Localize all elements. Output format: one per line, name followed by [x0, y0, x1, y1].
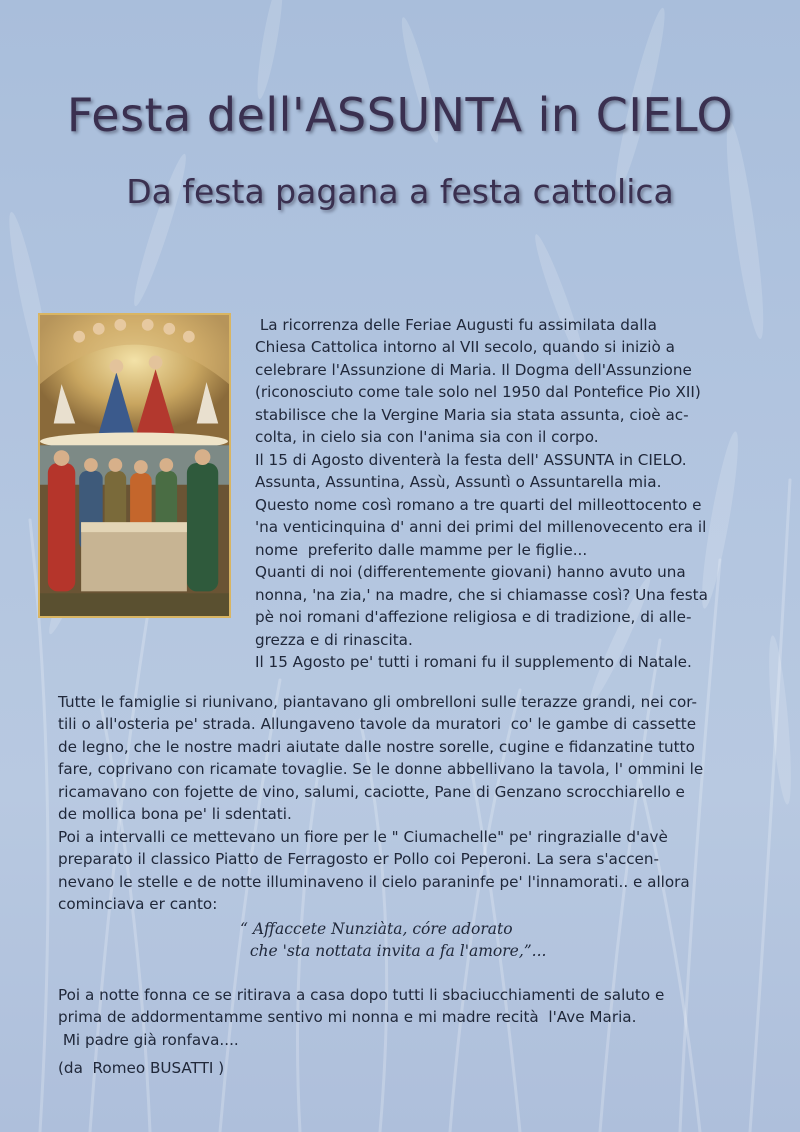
page-title: Festa dell'ASSUNTA in CIELO [66, 88, 734, 142]
assumption-painting-image [38, 313, 231, 618]
text-line: Assunta, Assuntina, Assù, Assuntì o Assuntarella mia. [255, 473, 662, 491]
quote-line: che 'sta nottata invita a fa l'amore,”... [240, 942, 547, 960]
text-line: nevano le stelle e de notte illuminaveno il cielo paraninfe pe' l'innamorati.. e allora [58, 872, 690, 891]
text-line: Mi padre già ronfava.... [58, 1030, 239, 1049]
text-line: La ricorrenza delle Feriae Augusti fu assimilata dalla [255, 315, 657, 334]
text-line: stabilisce che la Vergine Maria sia stata assunta, cioè ac- [255, 405, 689, 424]
text-line: pè noi romani d'affezione religiosa e di tradizione, di alle- [255, 608, 692, 626]
text-line: Tutte le famiglie si riunivano, piantavano gli ombrelloni sulle terazze grandi, nei cor- [58, 692, 697, 711]
text-line: de mollica bona pe' li sdentati. [58, 805, 292, 823]
text-line: Questo nome così romano a tre quarti del milleottocento e [255, 495, 702, 514]
text-line: Il 15 Agosto pe' tutti i romani fu il supplemento di Natale. [255, 653, 692, 671]
text-line: Chiesa Cattolica intorno al VII secolo, quando si iniziò a [255, 338, 675, 356]
intro-paragraph [255, 291, 708, 719]
text-line: tili o all'osteria pe' strada. Allungaveno tavole da muratori co' le gambe di cassette [58, 715, 697, 733]
text-line: de legno, che le nostre madri aiutate dalle nostre sorelle, cugine e fidanzatine tutto [58, 737, 695, 756]
text-line: Il 15 di Agosto diventerà la festa dell' ASSUNTA in CIELO. [255, 450, 687, 469]
text-line: fare, coprivano con ricamate tovaglie. Se le donne abbellivano la tavola, l' ommini le [58, 760, 704, 778]
text-line: 'na venticinquina d' anni dei primi del millenovecento era il [255, 518, 707, 536]
author-credit: (da Romeo BUSATTI ) [58, 1059, 225, 1077]
text-line: Quanti di noi (differentemente giovani) hanno avuto una [255, 563, 686, 581]
text-line: prima de addormentamme sentivo mi nonna e mi madre recità l'Ave Maria. [58, 1008, 637, 1026]
text-line: grezza e di rinascita. [255, 630, 413, 649]
page-subtitle: Da festa pagana a festa cattolica [126, 172, 674, 211]
text-line: ricamavano con fojette de vino, salumi, caciotte, Pane di Genzano scrocchiarello e [58, 782, 685, 801]
text-line: nonna, 'na zia,' na madre, che si chiamasse così? Una festa [255, 585, 708, 604]
text-line: celebrare l'Assunzione di Maria. Il Dogma dell'Assunzione [255, 360, 692, 379]
text-line: colta, in cielo sia con l'anima sia con il corpo. [255, 428, 599, 446]
text-line: preparato il classico Piatto de Ferragosto er Pollo coi Peperoni. La sera s'accen- [58, 850, 660, 868]
text-line: nome preferito dalle mamme per le figlie... [255, 540, 588, 559]
text-line: (riconosciuto come tale solo nel 1950 dal Pontefice Pio XII) [255, 383, 701, 401]
text-line: Poi a notte fonna ce se ritirava a casa dopo tutti li sbaciucchiamenti de saluto e [58, 985, 665, 1004]
text-line: Poi a intervalli ce mettevano un fiore per le " Ciumachelle" pe' ringrazialle d'avè [58, 827, 668, 846]
text-line: cominciava er canto: [58, 895, 218, 913]
quote-line: “ Affaccete Nunziàta, córe adorato [240, 919, 513, 938]
